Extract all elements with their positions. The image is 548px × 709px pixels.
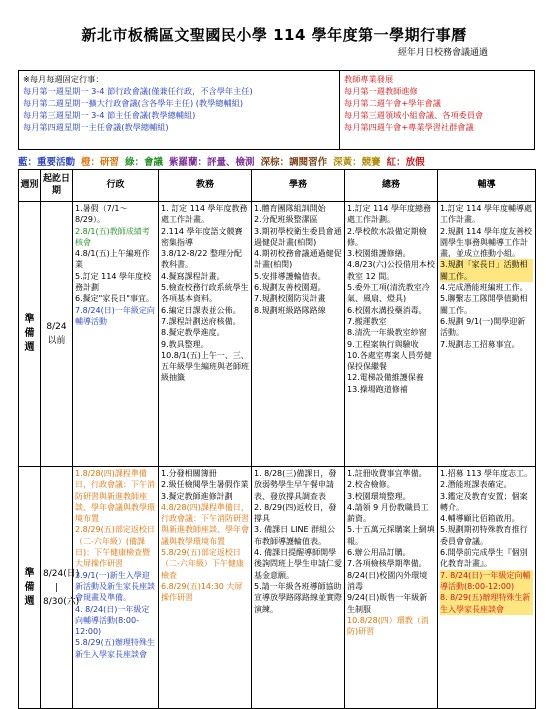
header-academic: 教務 [159,170,252,202]
teacher-development-line: 每月第四週午會+專業學習社群會議 [344,122,474,132]
list-item: 3.校園維護修繕。 [347,249,411,259]
list-item: 8.擬定教學進度。 [161,328,225,338]
list-item: 4.期初校務會議通過健促計畫(柏閔) [254,249,342,270]
list-item: 10.8/28(四）環教（消防)研習 [347,615,429,637]
list-item: 6.擬定"家長日"事宜。 [75,294,154,304]
teacher-development-line: 每月第一週教師進修 [344,86,418,96]
list-item: 7.課程計劃送府核備。 [161,316,241,326]
list-item: 6.辦公用品訂購。 [347,548,411,558]
list-item: 4.8/23(六)公投借用本校教室 12 間。 [347,260,435,281]
list-item: 3.鑑定及教育安置；個案轉介。 [440,491,528,512]
list-item: 4. 備課日提醒導師開學後詢問班上學生申請仁愛基金意願。 [254,548,342,580]
list-item: 7.規劃校園防災計畫 [254,294,326,304]
fixed-schedule-box [18,70,535,150]
table-row [19,202,536,467]
list-item: 8.清洗一年級教室紗窗 [347,328,427,338]
list-item: 8. 8/29(五)辦理特殊生新生入學家長座談會 [440,592,533,615]
table-header-row [19,170,536,202]
list-item: 4.輔導顧比佰箱啟用。 [440,514,520,524]
list-item: 3.校園環境整理。 [347,491,411,501]
fixed-schedule-header: ※每月每週固定行事： [23,74,104,84]
list-item: 2.校舍檢修。 [347,480,395,490]
list-item: 7.規劃志工招募事宜。 [440,339,520,349]
list-item: 3.8/12-8/22 整理分配教科書。 [161,249,242,270]
academic-cell [159,467,252,709]
list-item: 2.級任檢閱學生暑假作業 [161,480,249,490]
list-item: 1.招募 113 學年度志工。 [440,469,532,478]
guidance-cell [438,467,536,709]
list-item: 2.潛能班課表確定。 [440,480,512,490]
list-item: 8/24(日)校園內外環境消毒 [347,570,428,591]
list-item: 3. 備課日 LINE 群組公布教師導護輪值表。 [254,525,336,546]
list-item: 2.8/1(五)教師成績考核會 [75,226,150,247]
header-admin: 行政 [73,170,159,202]
list-item: 6.8/29(五)14:30 大屏操作研習 [161,581,243,603]
legend-entry: 藍：重要活動 [18,157,76,168]
header-general: 總務 [345,170,438,202]
list-item: 7. 8/24(日)一年級定向輔導活動(8:00-12:00) [440,570,533,593]
list-item: 2.學校飲水設備定期檢修。 [347,226,427,247]
legend-entry: 紅：放假 [386,157,425,168]
legend-entry: 深棕：調閱習作 [260,157,328,168]
list-item: 5.請一年級各班導師協助宣導放學路隊路線並實際演練。 [254,581,342,614]
list-item: 13.操場跑道修補 [347,384,408,394]
list-item: 4.8/1(五)上午編班作業 [75,249,150,270]
admin-cell [73,202,159,467]
list-item: 6.開學前完成學生『個別化教育計畫』。 [440,548,528,569]
list-item: 5.檢查校務行政系統學生各項基本資料。 [161,283,249,304]
student-cell [252,467,345,709]
list-item: 7.各項檢核學期準備。 [347,559,427,569]
list-item: 5.訂定 114 學年度校務計劃 [75,271,151,293]
list-item: 4. 8/24(日)一年級定向輔導活動(8:00-12:00) [75,604,150,637]
list-item: 10.各處室專案人員勞健保投保繼餐 [347,350,432,372]
teacher-development-header: 教師專業發展 [344,74,394,84]
list-item: 5.安排導護輪值表。 [254,271,326,281]
list-item: 1.訂定 114 學年度輔導處工作計畫。 [440,204,532,225]
list-item: 5.十五萬元採購案上網填報。 [347,525,435,546]
list-item: 4.請領 9 月份教職員工薪資。 [347,502,429,524]
list-item: 10.8/1(五)上午一、三、五年級學生編班與老師班級抽籤 [161,350,249,383]
calendar-table [18,169,536,709]
list-item: 6.規劃友善校園週。 [254,283,326,293]
date-cell: 8/24 以前 [41,202,73,467]
list-item: 3.規劃「家長日」活動相關工作。 [440,259,533,282]
list-item: 1. 8/28(三)備課日，發放弱勢學生早午餐申請表、發放撐具調查表 [254,469,337,501]
list-item: 2.8/29(五)部定返校日（二-六年級）(備課日)：下午健康檢查暨大屏操作研習 [75,525,155,569]
list-item: 2. 8/29(四)返校日，發撐具 [254,502,337,524]
list-item: 3.期初學校衛生委員會通過健促計畫(柏閔) [254,226,342,247]
list-item: 9/24(日)販售一年級新生制服 [347,593,428,614]
list-item: 5.聯繫志工隊開學值勤相關工作。 [440,294,528,315]
list-item: 4.擬寫課程計畫。 [161,271,225,281]
fixed-schedule-line: 每月第三週星期一 3-4 節主任會議(教學總輔組) [23,110,196,120]
teacher-development-line: 每月第三週領域小組會議、各項委員會 [344,110,484,120]
list-item: 1.分發相關簿冊 [161,469,217,478]
list-item: 3.擬定教師進修計劃 [161,491,233,501]
fixed-schedule-left [19,71,340,149]
legend-entry: 紫羅蘭：評量、檢測 [169,157,255,168]
list-item: 5.委外工項(清洗教室冷氣、風扇、燈具) [347,283,430,304]
legend-entry: 橙：研習 [81,157,120,168]
list-item: 8.規劃班級路隊路線 [254,305,326,315]
list-item: 7.搬運教室 [347,316,387,326]
list-item: 3.9/1(一)新生入學迎新活動及新生家長座談會規畫及準備。 [75,570,155,603]
list-item: 6.規劃 9/1(一)開學迎新活動。 [440,316,526,338]
list-item: 5.規劃期初特殊教育推行委員會會議。 [440,525,528,546]
list-item: 5.8/29(五)辦理特殊生新生入學家長座談會 [75,638,155,659]
list-item: 2.114 學年度語文競賽密集指導 [161,226,243,247]
header-guidance: 輔導 [438,170,536,202]
legend-entry: 深黃：競賽 [333,157,381,168]
header-date: 起訖日期 [41,170,73,202]
list-item: 6.編定日課表並公佈。 [161,305,241,315]
student-cell [252,202,345,467]
list-item: 5.8/29(五)部定返校日（二-六年級）下午健康檢查 [161,548,244,580]
page-title: 新北市板橋區文聖國民小學 114 學年度第一學期行事曆 [81,26,467,44]
academic-cell [159,202,252,467]
list-item: 1. 訂定 114 學年度教務處工作計畫。 [161,204,248,225]
list-item: 1.暑假（7/1～8/29）。 [75,204,128,225]
fixed-schedule-line: 每月第二週星期一擴大行政會議(含各學年主任) (教學總輔組) [23,98,244,108]
date-cell: 8/24(日) | 8/30(六) [41,467,73,709]
list-item: 1.體育團隊組訓開始 [254,204,326,213]
list-item: 2.規劃 114 學年度友善校園學生事務與輔導工作計畫，並成立推動小組。 [440,226,532,259]
week-cell: 準備週 [19,202,41,467]
fixed-schedule-line: 每月第一週星期一 3-4 節行政會議(僅兼任行政，不含學年主任) [23,86,253,96]
fixed-schedule-line: 每月第四週星期一主任會議(教學總輔組) [23,122,169,132]
admin-cell [73,467,159,709]
list-item: 4.完成潛能班編班工作。 [440,283,528,293]
list-item: 1.8/28(四)課程準備日，行政會議：下午消防研習與新進教師座談、學年會議與教學環境布置 [75,469,155,524]
legend-entry: 綠：會議 [125,157,164,168]
header-week: 週別 [19,170,41,202]
list-item: 9.工程案執行與驗收 [347,339,419,349]
header-student: 學務 [252,170,345,202]
teacher-development [340,71,534,153]
list-item: 7.8/24(日)一年級定向輔導活動 [75,305,155,326]
color-legend [18,154,548,168]
list-item: 9.教具整理。 [161,339,209,349]
list-item: 4.8/28(四)課程準備日，行政會議：下午消防研習與新進教師座談、學年會議與教學環境布置 [161,502,249,546]
list-item: 12.電梯設備維護保養 [347,373,424,383]
list-item: 6.校園水溝投藥消毒。 [347,305,427,315]
general-cell [345,202,438,467]
week-cell: 準備週 [19,467,41,709]
page-subtitle: 經年月日校務會議通過 [397,48,488,58]
table-row [19,467,536,709]
teacher-development-line: 每月第二週午會+學年會議 [344,98,441,108]
list-item: 1.訂定 114 學年度總務處工作計劃。 [347,204,431,225]
list-item: 1.註冊收費事宜準備。 [347,469,427,478]
general-cell [345,467,438,709]
list-item: 2.分配班級整潔區 [254,215,318,225]
guidance-cell [438,202,536,467]
